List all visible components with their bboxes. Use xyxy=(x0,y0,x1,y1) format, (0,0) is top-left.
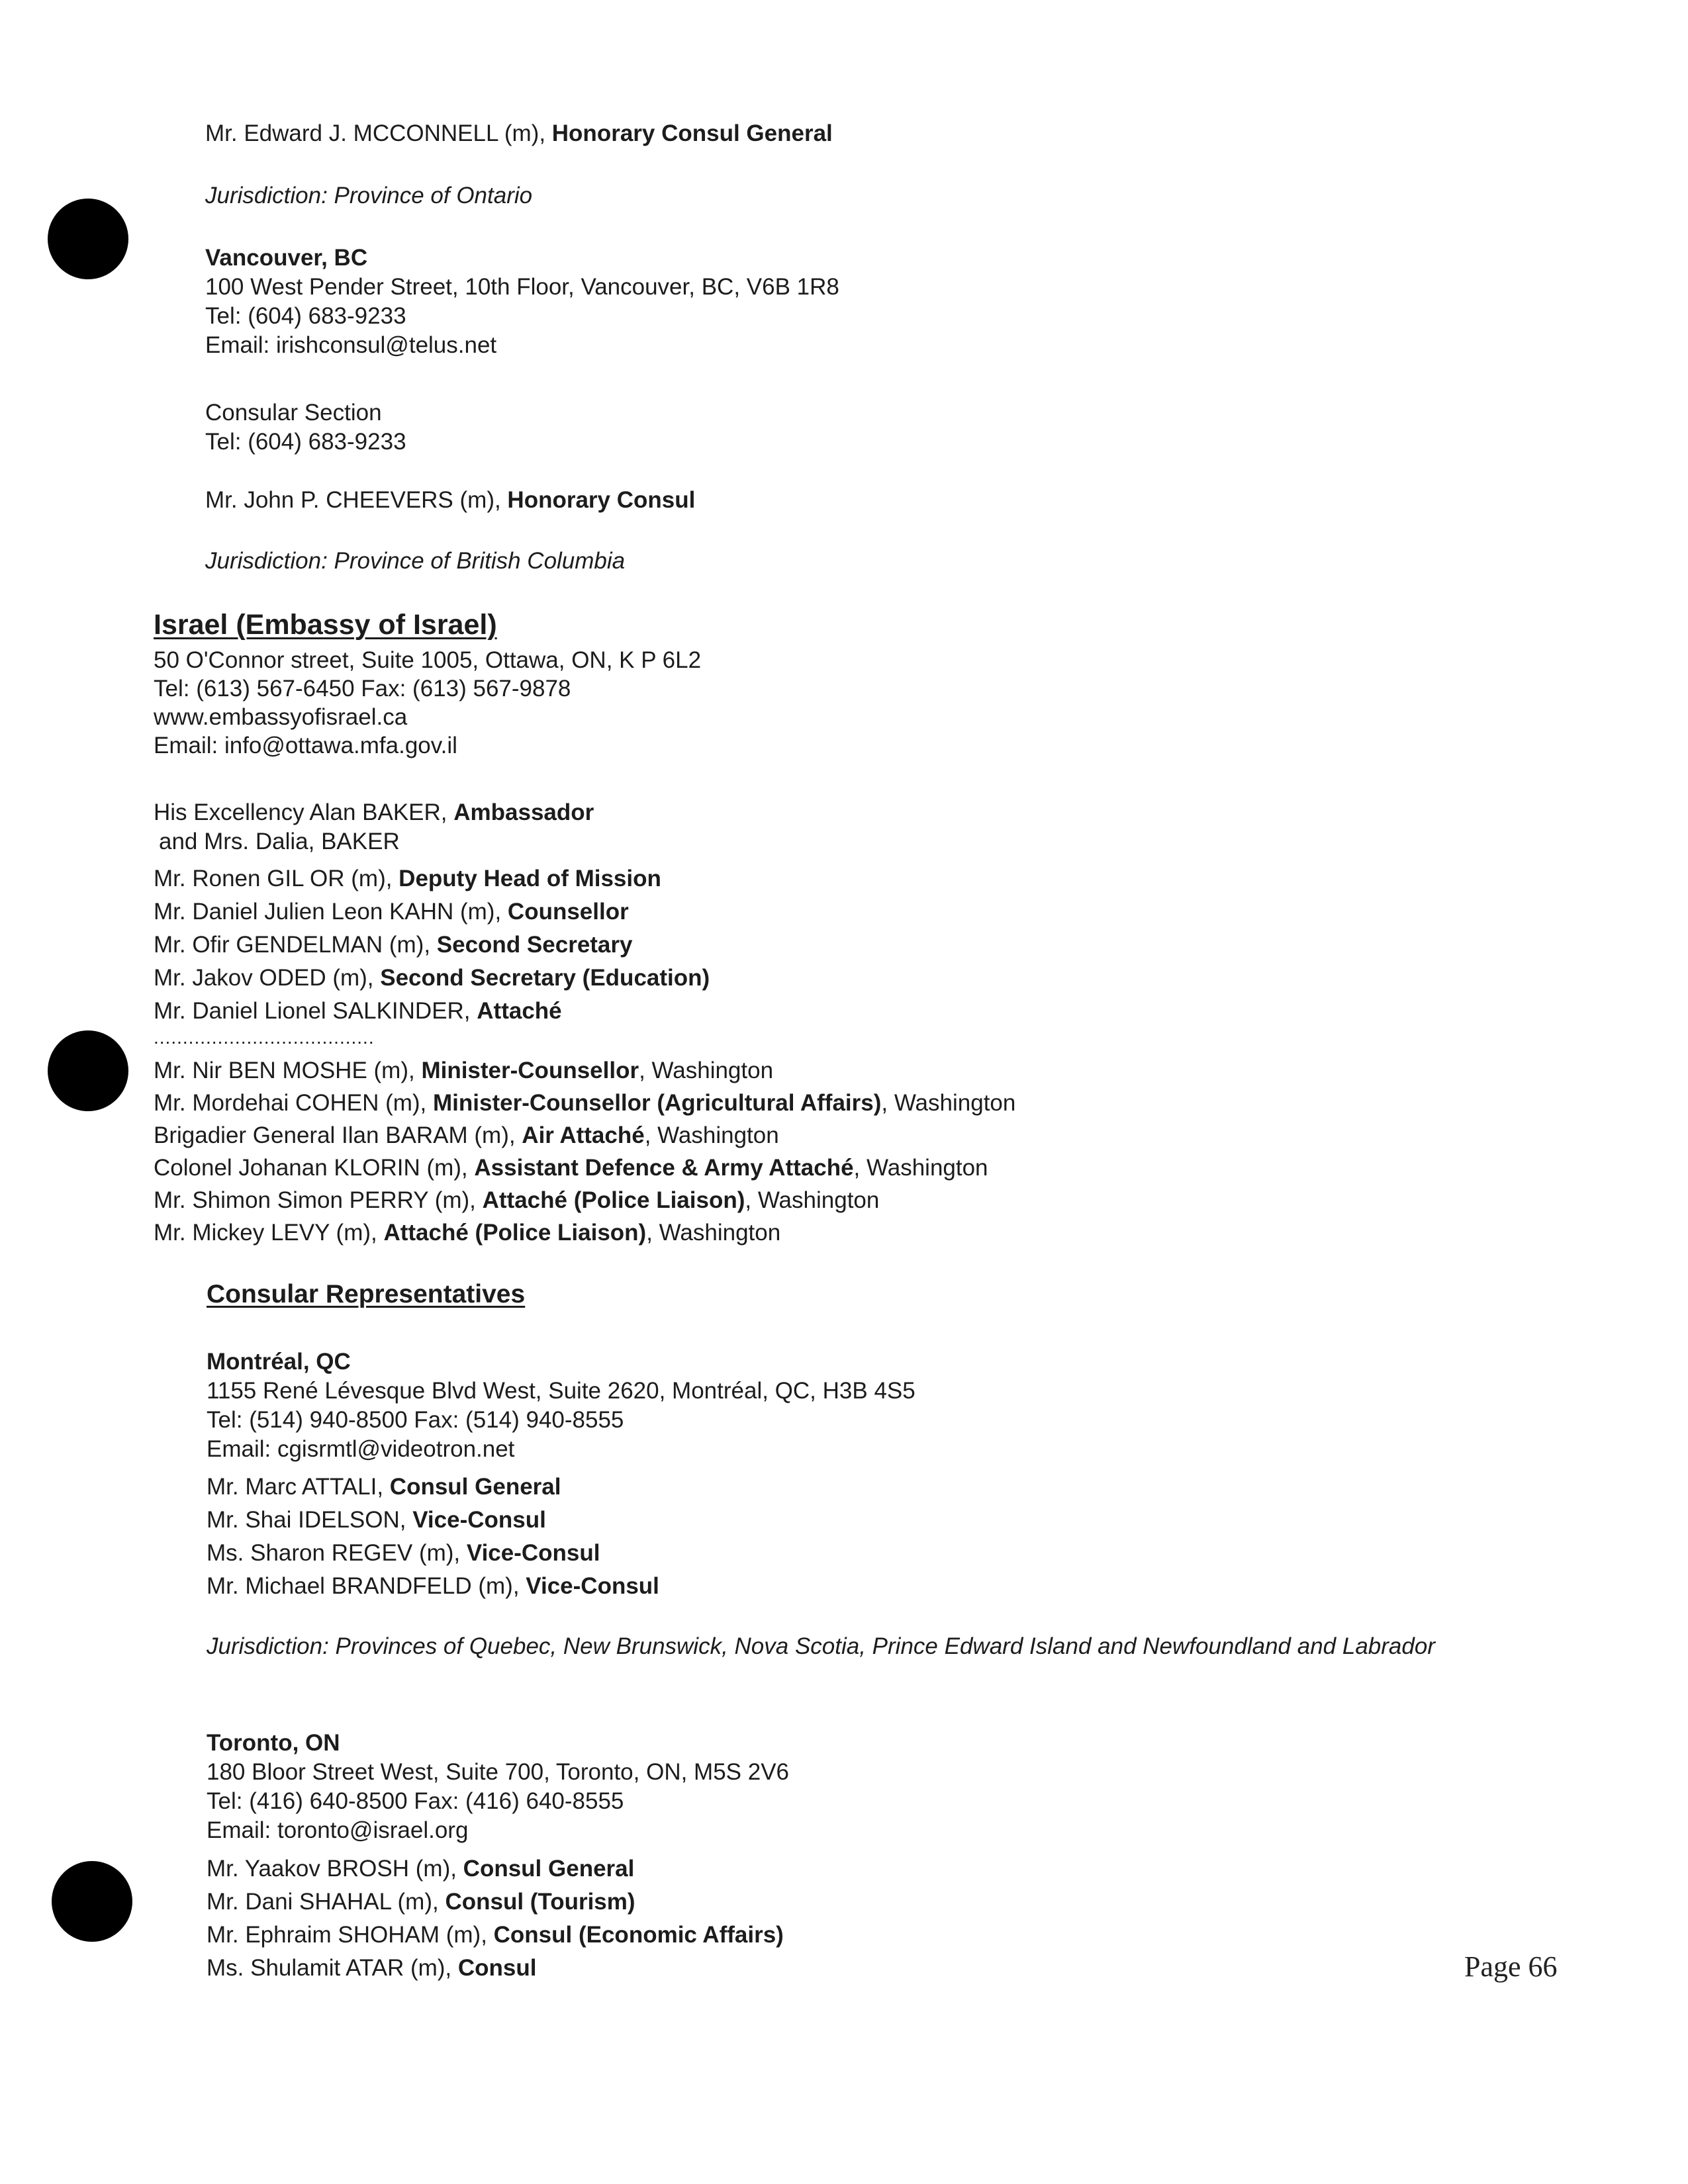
punch-hole-top xyxy=(48,199,128,279)
toronto-city-heading: Toronto, ON xyxy=(207,1730,340,1756)
israel-embassy-heading: Israel (Embassy of Israel) xyxy=(154,609,497,641)
israel-email: Email: info@ottawa.mfa.gov.il xyxy=(154,733,457,758)
vancouver-consular-tel: Tel: (604) 683-9233 xyxy=(205,429,406,455)
israel-ambassador: His Excellency Alan BAKER, Ambassador xyxy=(154,799,594,825)
israel-staff-5: Mr. Daniel Lionel SALKINDER, Attaché xyxy=(154,998,562,1024)
vancouver-jurisdiction: Jurisdiction: Province of British Columbia xyxy=(205,548,626,574)
toronto-staff-1: Mr. Yaakov BROSH (m), Consul General xyxy=(207,1856,635,1882)
vancouver-email: Email: irishconsul@telus.net xyxy=(205,332,497,358)
israel-washington-staff-3: Brigadier General Ilan BARAM (m), Air Attaché, Washington xyxy=(154,1122,779,1148)
page-number: Page 66 xyxy=(1464,1950,1558,1983)
vancouver-address: 100 West Pender Street, 10th Floor, Vancouver, BC, V6B 1R8 xyxy=(205,274,839,300)
israel-staff-4: Mr. Jakov ODED (m), Second Secretary (Education) xyxy=(154,965,710,991)
israel-washington-staff-6: Mr. Mickey LEVY (m), Attaché (Police Liaison), Washington xyxy=(154,1220,781,1246)
montreal-staff-4: Mr. Michael BRANDFELD (m), Vice-Consul xyxy=(207,1573,659,1599)
montreal-jurisdiction: Jurisdiction: Provinces of Quebec, New Brunswick, Nova Scotia, Prince Edward Island and Newfoundland and Labrador xyxy=(207,1633,1435,1659)
israel-tel-fax: Tel: (613) 567-6450 Fax: (613) 567-9878 xyxy=(154,676,571,702)
israel-staff-3: Mr. Ofir GENDELMAN (m), Second Secretary xyxy=(154,932,633,958)
israel-washington-staff-1: Mr. Nir BEN MOSHE (m), Minister-Counsellor, Washington xyxy=(154,1058,774,1083)
toronto-address: 180 Bloor Street West, Suite 700, Toronto, ON, M5S 2V6 xyxy=(207,1759,790,1785)
montreal-address: 1155 René Lévesque Blvd West, Suite 2620, Montréal, QC, H3B 4S5 xyxy=(207,1378,915,1404)
punch-hole-middle xyxy=(48,1030,128,1111)
ireland-toronto-consul: Mr. Edward J. MCCONNELL (m), Honorary Consul General xyxy=(205,120,833,146)
vancouver-tel: Tel: (604) 683-9233 xyxy=(205,303,406,329)
toronto-email: Email: toronto@israel.org xyxy=(207,1817,469,1843)
toronto-staff-2: Mr. Dani SHAHAL (m), Consul (Tourism) xyxy=(207,1889,635,1915)
israel-staff-2: Mr. Daniel Julien Leon KAHN (m), Counsellor xyxy=(154,899,629,925)
israel-website: www.embassyofisrael.ca xyxy=(154,704,408,730)
montreal-city-heading: Montréal, QC xyxy=(207,1349,351,1375)
montreal-staff-1: Mr. Marc ATTALI, Consul General xyxy=(207,1474,561,1500)
israel-staff-1: Mr. Ronen GIL OR (m), Deputy Head of Mission xyxy=(154,866,661,891)
montreal-tel-fax: Tel: (514) 940-8500 Fax: (514) 940-8555 xyxy=(207,1407,624,1433)
toronto-staff-4: Ms. Shulamit ATAR (m), Consul xyxy=(207,1955,537,1981)
consular-representatives-heading: Consular Representatives xyxy=(207,1280,526,1308)
israel-washington-staff-4: Colonel Johanan KLORIN (m), Assistant Defence & Army Attaché, Washington xyxy=(154,1155,988,1181)
toronto-tel-fax: Tel: (416) 640-8500 Fax: (416) 640-8555 xyxy=(207,1788,624,1814)
vancouver-consular-section: Consular Section xyxy=(205,400,382,426)
montreal-staff-3: Ms. Sharon REGEV (m), Vice-Consul xyxy=(207,1540,600,1566)
punch-hole-bottom xyxy=(52,1861,132,1942)
israel-ambassador-spouse: and Mrs. Dalia, BAKER xyxy=(159,829,400,854)
vancouver-consul: Mr. John P. CHEEVERS (m), Honorary Consul xyxy=(205,487,696,513)
israel-address: 50 O'Connor street, Suite 1005, Ottawa, ON, K P 6L2 xyxy=(154,647,702,673)
israel-washington-staff-2: Mr. Mordehai COHEN (m), Minister-Counsellor (Agricultural Affairs), Washington xyxy=(154,1090,1016,1116)
montreal-staff-2: Mr. Shai IDELSON, Vice-Consul xyxy=(207,1507,546,1533)
israel-staff-separator: ...................................... xyxy=(154,1027,375,1048)
montreal-email: Email: cgisrmtl@videotron.net xyxy=(207,1436,515,1462)
ireland-toronto-jurisdiction: Jurisdiction: Province of Ontario xyxy=(205,183,533,208)
israel-washington-staff-5: Mr. Shimon Simon PERRY (m), Attaché (Police Liaison), Washington xyxy=(154,1187,880,1213)
vancouver-city-heading: Vancouver, BC xyxy=(205,245,368,271)
toronto-staff-3: Mr. Ephraim SHOHAM (m), Consul (Economic Affairs) xyxy=(207,1922,784,1948)
